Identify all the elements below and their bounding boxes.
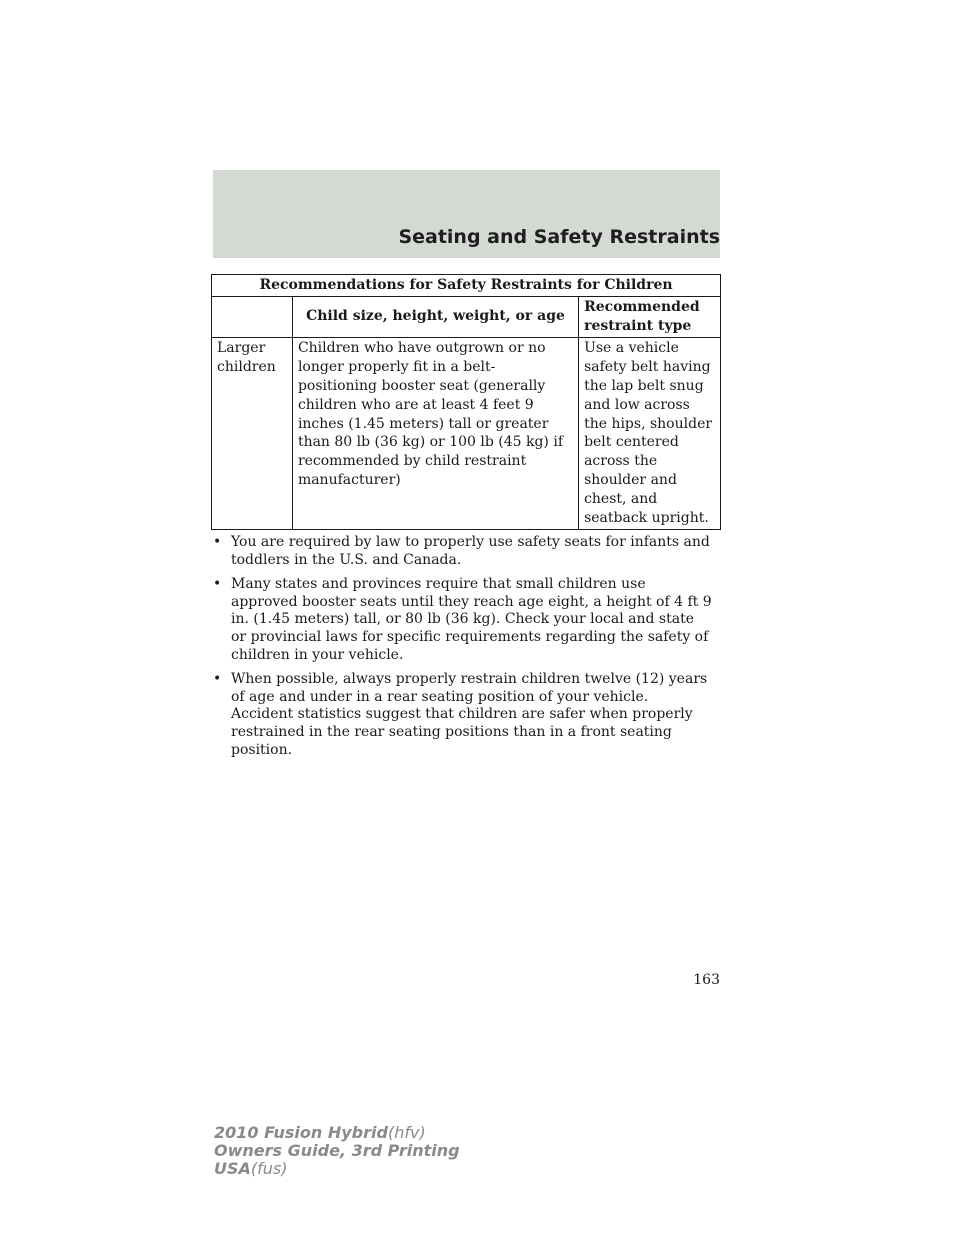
list-item-text: Many states and provinces require that small children use approved booster seats until they reach age eight, a height of 4 ft 9 in. (1.45 meters) tall, or 80 lb (36 kg). Check your local and state or provincial laws for specific requirements regarding the safety of children in your vehicle. [231, 576, 712, 663]
list-item-text: You are required by law to properly use safety seats for infants and toddlers in the U.S. and Canada. [231, 534, 710, 568]
document-footer [214, 1124, 460, 1178]
section-title: Seating and Safety Restraints [398, 226, 720, 248]
list-item-text: When possible, always properly restrain children twelve (12) years of age and under in a rear seating position of your vehicle. Accident statistics suggest that children are safer when properly restrained in the rear seating positions than in a front seating position. [231, 671, 708, 758]
bullet-icon: • [213, 671, 222, 688]
column-header-category [212, 296, 293, 338]
list-item [213, 576, 713, 664]
list-item [213, 671, 713, 759]
footer-model-code: (hfv) [387, 1123, 426, 1142]
column-header-child-size: Child size, height, weight, or age [292, 296, 578, 338]
column-header-restraint-type: Recommended restraint type [579, 296, 721, 338]
cell-restraint-type: Use a vehicle safety belt having the lap belt snug and low across the hips, shoulder belt centered across the shoulder and chest, and seatback upright. [579, 338, 721, 530]
cell-category: Larger children [212, 338, 293, 530]
table-row [212, 338, 721, 530]
table-caption: Recommendations for Safety Restraints for Children [212, 275, 721, 297]
restraint-recommendations-table [211, 274, 721, 530]
footer-market-code: (fus) [250, 1159, 288, 1178]
footer-printing: Owners Guide, 3rd Printing [214, 1141, 460, 1160]
bullet-icon: • [213, 576, 222, 593]
footer-market: USA [214, 1159, 251, 1178]
list-item [213, 534, 713, 569]
bullet-icon: • [213, 534, 222, 550]
footer-line-model [214, 1124, 460, 1142]
cell-child-size: Children who have outgrown or no longer properly fit in a belt-positioning booster seat (generally children who are at least 4 feet 9 inches (1.45 meters) tall or greater than 80 lb (36 kg) or 100 lb (45 kg) if recommended by child restraint manufacturer) [292, 338, 578, 530]
table-header-row [212, 296, 721, 338]
footer-line-printing [214, 1142, 460, 1160]
table-caption-row [212, 275, 721, 297]
footer-line-market [214, 1160, 460, 1178]
page-number: 163 [693, 972, 720, 988]
safety-notes-list [213, 534, 713, 766]
footer-model: 2010 Fusion Hybrid [214, 1123, 388, 1142]
